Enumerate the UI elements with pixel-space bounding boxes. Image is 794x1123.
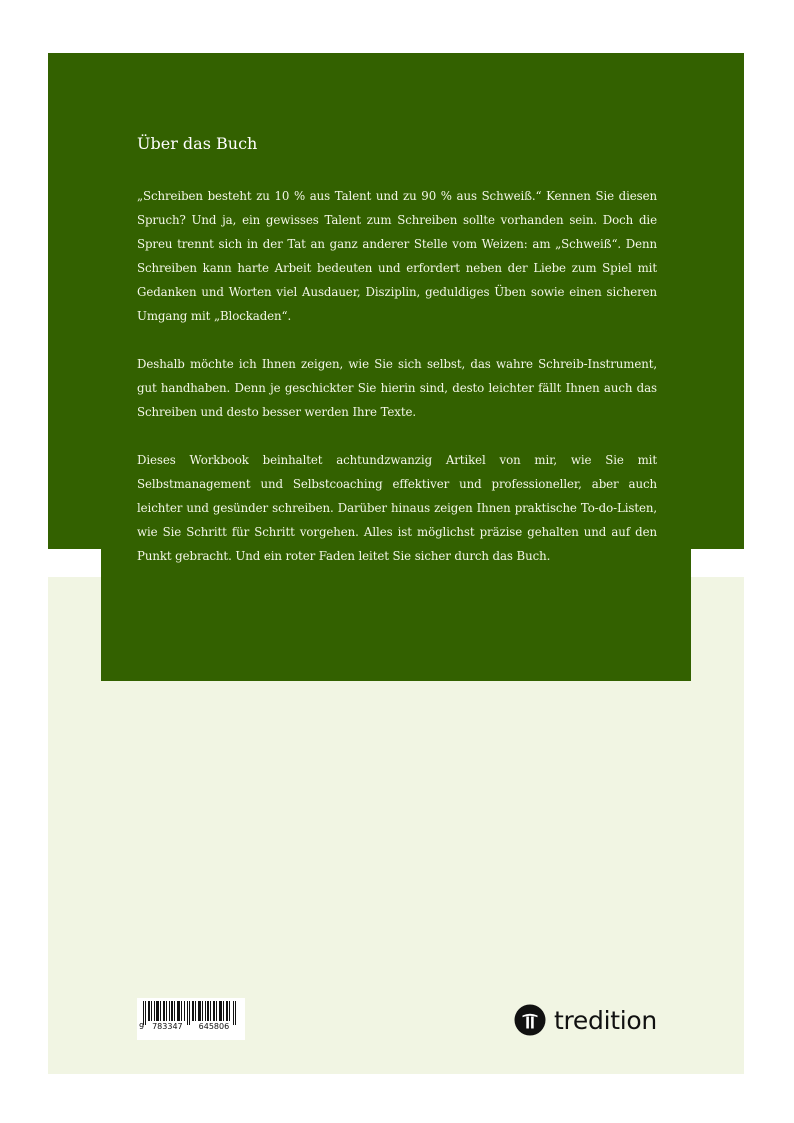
barcode-digit-group-2: 645806 bbox=[198, 1022, 230, 1031]
publisher-name: tredition bbox=[554, 1005, 657, 1035]
blurb-paragraph-3: Dieses Workbook beinhaltet achtundzwanzig Artikel von mir, wie Sie mit Selbstmanagement und Selbstcoaching effektiver und professioneller, aber auch leichter und gesünder schreiben. Darüber hinaus zeigen Ihnen praktische To-do-Listen, wie Sie Schritt für Schritt vorgehen. Alles ist möglichst präzise gehalten und auf den Punkt gebracht. Und ein roter Faden leitet Sie sicher durch das Buch. bbox=[137, 453, 657, 563]
barcode-digit-first: 9 bbox=[139, 1022, 145, 1031]
publisher-logo bbox=[514, 1003, 657, 1037]
tredition-logo-icon bbox=[514, 1004, 546, 1036]
blurb-paragraph-2: Deshalb möchte ich Ihnen zeigen, wie Sie sich selbst, das wahre Schreib-Instrument, gut handhaben. Denn je geschickter Sie hierin sind, desto leichter fällt Ihnen auch das Schreiben und desto besser werden Ihre Texte. bbox=[137, 357, 657, 419]
isbn-barcode bbox=[137, 998, 245, 1040]
barcode-digits bbox=[139, 1022, 243, 1031]
book-blurb bbox=[137, 130, 657, 592]
blurb-paragraph-1: „Schreiben besteht zu 10 % aus Talent und zu 90 % aus Schweiß.“ Kennen Sie diesen Spruch? Und ja, ein gewisses Talent zum Schreiben sollte vorhanden sein. Doch die Spreu trennt sich in der Tat an ganz anderer Stelle vom Weizen: am „Schweiß“. Denn Schreiben kann harte Arbeit bedeuten und erfordert neben der Liebe zum Spiel mit Gedanken und Worten viel Ausdauer, Disziplin, geduldiges Üben sowie einen sicheren Umgang mit „Blockaden“. bbox=[137, 189, 657, 323]
blurb-heading: Über das Buch bbox=[137, 134, 258, 153]
barcode-digit-group-1: 783347 bbox=[152, 1022, 183, 1031]
